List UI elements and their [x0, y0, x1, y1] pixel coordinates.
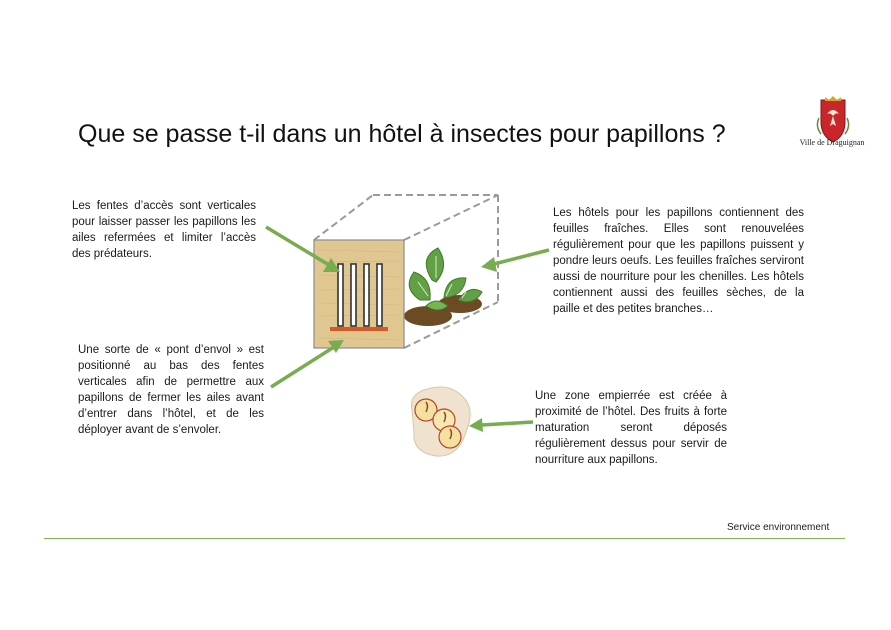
note-stone-zone: Une zone empierrée est créée à proximité de l’hôtel. Des fruits à forte maturation seront déposés régulièrement dessus pour servir de nourriture aux papillons. — [535, 390, 727, 466]
logo-caption: Ville de Draguignan — [799, 138, 865, 147]
fresh-leaves-illustration — [404, 248, 482, 326]
note-access-slits: Les fentes d’accès sont verticales pour laisser passer les papillons les ailes refermées et limiter l’accès des prédateurs. — [72, 200, 256, 260]
note-landing-bridge: Une sorte de « pont d’envol » est positionné au bas des fentes verticales afin de permettre aux papillons de fermer les ailes avant d’entrer dans l’hôtel, et de les déployer avant de s’envoler. — [78, 344, 264, 436]
note-fresh-leaves: Les hôtels pour les papillons contiennent des feuilles fraîches. Elles sont renouvelées régulièrement pour que les papillons puissent y pondre leurs oeufs. Les feuilles fraîches serviront aussi de nourriture pour les chenilles. Les hôtels contiennent aussi des feuilles sèches, de la paille et des petites branches… — [553, 207, 804, 315]
arrow-landing-bar — [271, 340, 344, 387]
footer-divider — [44, 538, 845, 539]
footer-service-label: Service environnement — [727, 522, 830, 533]
page-title: Que se passe t-il dans un hôtel à insectes pour papillons ? — [78, 120, 726, 148]
arrow-fruit — [469, 418, 533, 432]
arrow-leaves — [481, 250, 549, 272]
fruit-on-stones-illustration — [411, 387, 470, 456]
pointer-arrows — [266, 227, 549, 432]
hotel-front-panel — [314, 240, 404, 348]
landing-bar — [330, 327, 388, 331]
